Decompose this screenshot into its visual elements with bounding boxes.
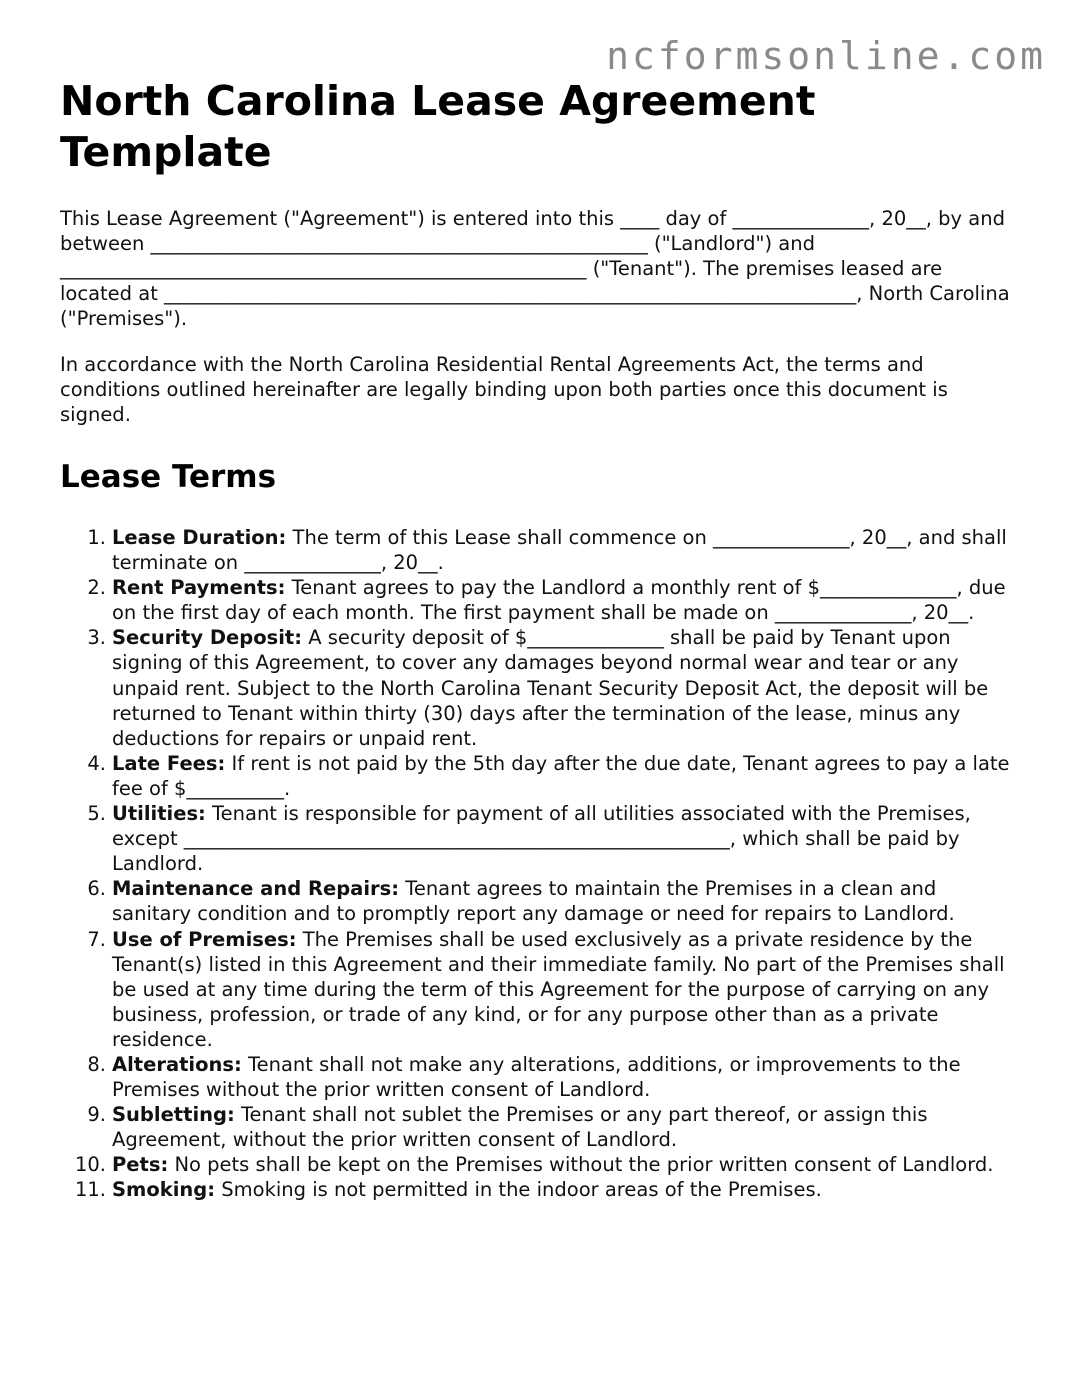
act-paragraph: In accordance with the North Carolina Residential Rental Agreements Act, the terms and conditions outlined hereinafter are legally binding upon both parties once this document is signed.	[60, 353, 948, 426]
term-number: 3.	[87, 626, 106, 650]
document-title: North Carolina Lease Agreement Template	[60, 77, 816, 176]
term-item	[60, 525, 1020, 575]
term-item	[60, 1102, 1020, 1152]
term-number: 5.	[87, 802, 106, 826]
term-text: Tenant agrees to pay the Landlord a monthly rent of $______________, due on the first day of each month. The first payment shall be made on ______________, 20__.	[112, 576, 1006, 625]
term-item	[60, 625, 1020, 750]
term-text: Tenant shall not make any alterations, additions, or improvements to the Premises without the prior written consent of Landlord.	[112, 1052, 961, 1102]
term-number: 10.	[74, 1153, 106, 1177]
term-item	[60, 1152, 1020, 1177]
lease-terms-list	[60, 525, 1020, 1203]
term-number: 2.	[87, 576, 106, 600]
site-watermark: ncformsonline.com	[606, 34, 1046, 78]
term-text: Tenant shall not sublet the Premises or any part thereof, or assign this Agreement, without the prior written consent of Landlord.	[112, 1103, 928, 1152]
term-number: 11.	[74, 1178, 106, 1202]
term-text: Tenant is responsible for payment of all utilities associated with the Premises, except ________________________________________________________, which shall be paid by Landlord.	[112, 802, 971, 876]
term-number: 6.	[87, 877, 106, 901]
term-text: If rent is not paid by the 5th day after the due date, Tenant agrees to pay a late fee of $__________.	[112, 751, 1010, 800]
term-title: Lease Duration:	[112, 526, 287, 549]
term-title: Alterations:	[112, 1052, 242, 1076]
term-text: The term of this Lease shall commence on ______________, 20__, and shall terminate on ______________, 20__.	[112, 526, 1007, 575]
term-text: The Premises shall be used exclusively as a private residence by the Tenant(s) listed in this Agreement and their immediate family. No part of the Premises shall be used at any time during the term of this Agreement for the purpose of carrying on any business, profession, or trade of any kind, or for any purpose other than as a private residence.	[112, 927, 1005, 1051]
term-title: Late Fees:	[112, 751, 226, 775]
term-item	[60, 1052, 1020, 1102]
term-title: Pets:	[112, 1153, 169, 1177]
term-title: Maintenance and Repairs:	[112, 877, 400, 901]
term-number: 4.	[87, 751, 106, 775]
term-title: Utilities:	[112, 802, 206, 826]
term-number: 1.	[87, 526, 106, 549]
term-item	[60, 801, 1020, 876]
term-text: Smoking is not permitted in the indoor areas of the Premises.	[215, 1178, 822, 1202]
term-title: Security Deposit:	[112, 626, 303, 650]
term-item	[60, 575, 1020, 625]
term-title: Use of Premises:	[112, 927, 297, 951]
term-number: 9.	[87, 1103, 106, 1127]
term-item	[60, 927, 1020, 1052]
intro-paragraph: This Lease Agreement ("Agreement") is entered into this ____ day of ______________, 20__, by and between ___________________________________________________ ("Landlord") and ______________________________________________________ ("Tenant"). The premises leased are located at _______________________________________________________________________, North Carolina ("Premises").	[60, 207, 1010, 330]
term-item	[60, 876, 1020, 926]
term-text: A security deposit of $______________ shall be paid by Tenant upon signing of this Agreement, to cover any damages beyond normal wear and tear or any unpaid rent. Subject to the North Carolina Tenant Security Deposit Act, the deposit will be returned to Tenant within thirty (30) days after the termination of the lease, minus any deductions for repairs or unpaid rent.	[112, 626, 989, 750]
term-item	[60, 1177, 1020, 1202]
term-number: 8.	[87, 1052, 106, 1076]
document-page	[60, 76, 1020, 1203]
section-heading-lease-terms: Lease Terms	[60, 459, 277, 495]
term-title: Rent Payments:	[112, 576, 286, 600]
term-title: Subletting:	[112, 1103, 235, 1127]
term-text: No pets shall be kept on the Premises without the prior written consent of Landlord.	[168, 1153, 994, 1177]
term-text: Tenant agrees to maintain the Premises in a clean and sanitary condition and to promptly report any damage or need for repairs to Landlord.	[112, 877, 955, 926]
term-number: 7.	[87, 927, 106, 951]
term-title: Smoking:	[112, 1178, 216, 1202]
term-item	[60, 751, 1020, 801]
